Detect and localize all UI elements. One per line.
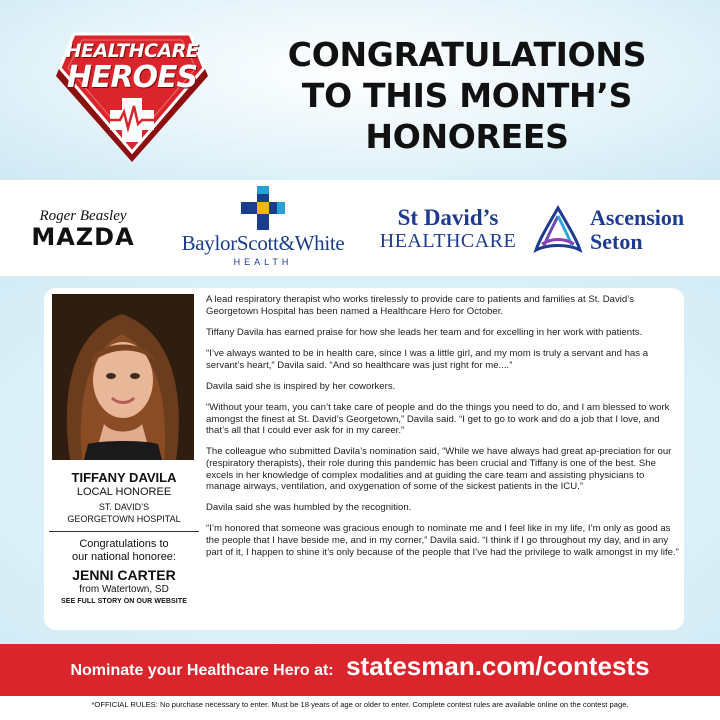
mazda-bottom: MAZDA bbox=[31, 223, 135, 251]
ascension-name bbox=[590, 206, 684, 254]
nominate-text: Nominate your Healthcare Hero at: bbox=[70, 662, 334, 679]
bsw-cross-icon bbox=[241, 186, 285, 230]
story-paragraph: “I’ve always wanted to be in health care, since I was a little girl, and my mom is truly a servant and has a servant’s heart,” Davila said. “And so healthcare was just right for me....” bbox=[206, 347, 649, 371]
honoree-hospital bbox=[48, 501, 200, 525]
ascension-line2: Seton bbox=[590, 229, 643, 254]
healthcare-heroes-badge bbox=[52, 12, 212, 172]
story-paragraph: Davila said she was humbled by the recognition. bbox=[206, 502, 412, 514]
official-rules: *OFFICIAL RULES: No purchase necessary to enter. Must be 18 years of age or older to enter. Complete contest rules are available online on the contest page. bbox=[91, 700, 629, 709]
honoree-info bbox=[48, 470, 200, 607]
headline-line2: TO THIS MONTH’S bbox=[301, 76, 633, 115]
bsw-sub: HEALTH bbox=[233, 257, 293, 267]
sponsor-logos bbox=[0, 180, 720, 276]
honoree-hospital-line2: GEORGETOWN HOSPITAL bbox=[67, 514, 181, 524]
contest-url-link[interactable]: statesman.com/contests bbox=[346, 651, 650, 681]
headline-line3: HONOREES bbox=[365, 117, 569, 156]
portrait-image bbox=[52, 294, 194, 460]
story-paragraph: Tiffany Davila has earned praise for how she leads her team and for excelling in her work with patients. bbox=[206, 326, 643, 338]
national-honoree-name: JENNI CARTER bbox=[72, 567, 176, 583]
honoree-card bbox=[44, 288, 684, 630]
national-congrats bbox=[48, 538, 200, 564]
national-congrats-line2: our national honoree: bbox=[72, 551, 176, 563]
story-paragraph: “Without your team, you can’t take care of people and do the things you need to do, and I am blessed to work amongst the finest at St. David’s Georgetown,” Davila said. “I get to go to work and do a job that I love, and that’s all that I could ever ask for in my career.” bbox=[206, 401, 670, 437]
story-paragraph: A lead respiratory therapist who works tirelessly to provide care to patients and families at St. David’s Georgetown Hospital has been named a Healthcare Hero for October. bbox=[206, 294, 635, 317]
badge-line1: HEALTHCARE bbox=[65, 40, 199, 62]
headline-line1: CONGRATULATIONS bbox=[287, 35, 647, 74]
nomination-footer bbox=[0, 644, 720, 696]
see-full-story-link[interactable]: SEE FULL STORY ON OUR WEBSITE bbox=[61, 598, 187, 605]
honoree-hospital-line1: ST. DAVID’S bbox=[98, 502, 150, 512]
sponsor-baylor-scott-white bbox=[163, 186, 363, 267]
mazda-top: Roger Beasley bbox=[39, 208, 127, 224]
page-headline bbox=[232, 34, 702, 157]
story-paragraph: The colleague who submitted Davila’s nomination said, “While we have always had great ap-preciation for our (respiratory therapists), their role during this pandemic has been crucial and Tiffany is one of the best. She excels in her knowledge of complex modalities and at guiding the care team and assisting physicians to manage airways, ventilation, and oxygenation of some of the sickest patients in the ICU.” bbox=[206, 446, 672, 493]
story-text bbox=[206, 294, 680, 568]
stdavids-line1: St David’s bbox=[397, 205, 499, 230]
main-content bbox=[0, 276, 720, 644]
sponsor-st-davids bbox=[373, 206, 523, 252]
ascension-line1: Ascension bbox=[590, 205, 685, 230]
national-honoree-from: from Watertown, SD bbox=[79, 584, 169, 595]
badge-line2: HEROES bbox=[66, 60, 198, 95]
story-paragraph: “I’m honored that someone was gracious enough to nominate me and I feel like in my life, I’m only as good as the people that I have beside me, and in my corner,” Davila said. “I think if I go throughout my day, and in any part of it, I happen to shine it’s only because of the people that I’ve had the privilege to walk amongst in my life.” bbox=[206, 523, 679, 558]
sponsor-roger-beasley-mazda bbox=[18, 208, 148, 250]
honoree-role: LOCAL HONOREE bbox=[76, 486, 172, 498]
honoree-name: TIFFANY DAVILA bbox=[71, 470, 177, 485]
divider bbox=[49, 531, 199, 532]
honoree-photo bbox=[52, 294, 194, 460]
badge-text bbox=[52, 42, 212, 93]
story-paragraph: Davila said she is inspired by her coworkers. bbox=[206, 380, 396, 392]
stdavids-line2: HEALTHCARE bbox=[379, 230, 517, 252]
national-congrats-line1: Congratulations to bbox=[79, 538, 169, 550]
bsw-name: BaylorScott&White bbox=[181, 231, 345, 255]
header bbox=[0, 0, 720, 180]
ascension-triangle-icon bbox=[532, 204, 584, 256]
sponsor-ascension-seton bbox=[532, 202, 712, 258]
